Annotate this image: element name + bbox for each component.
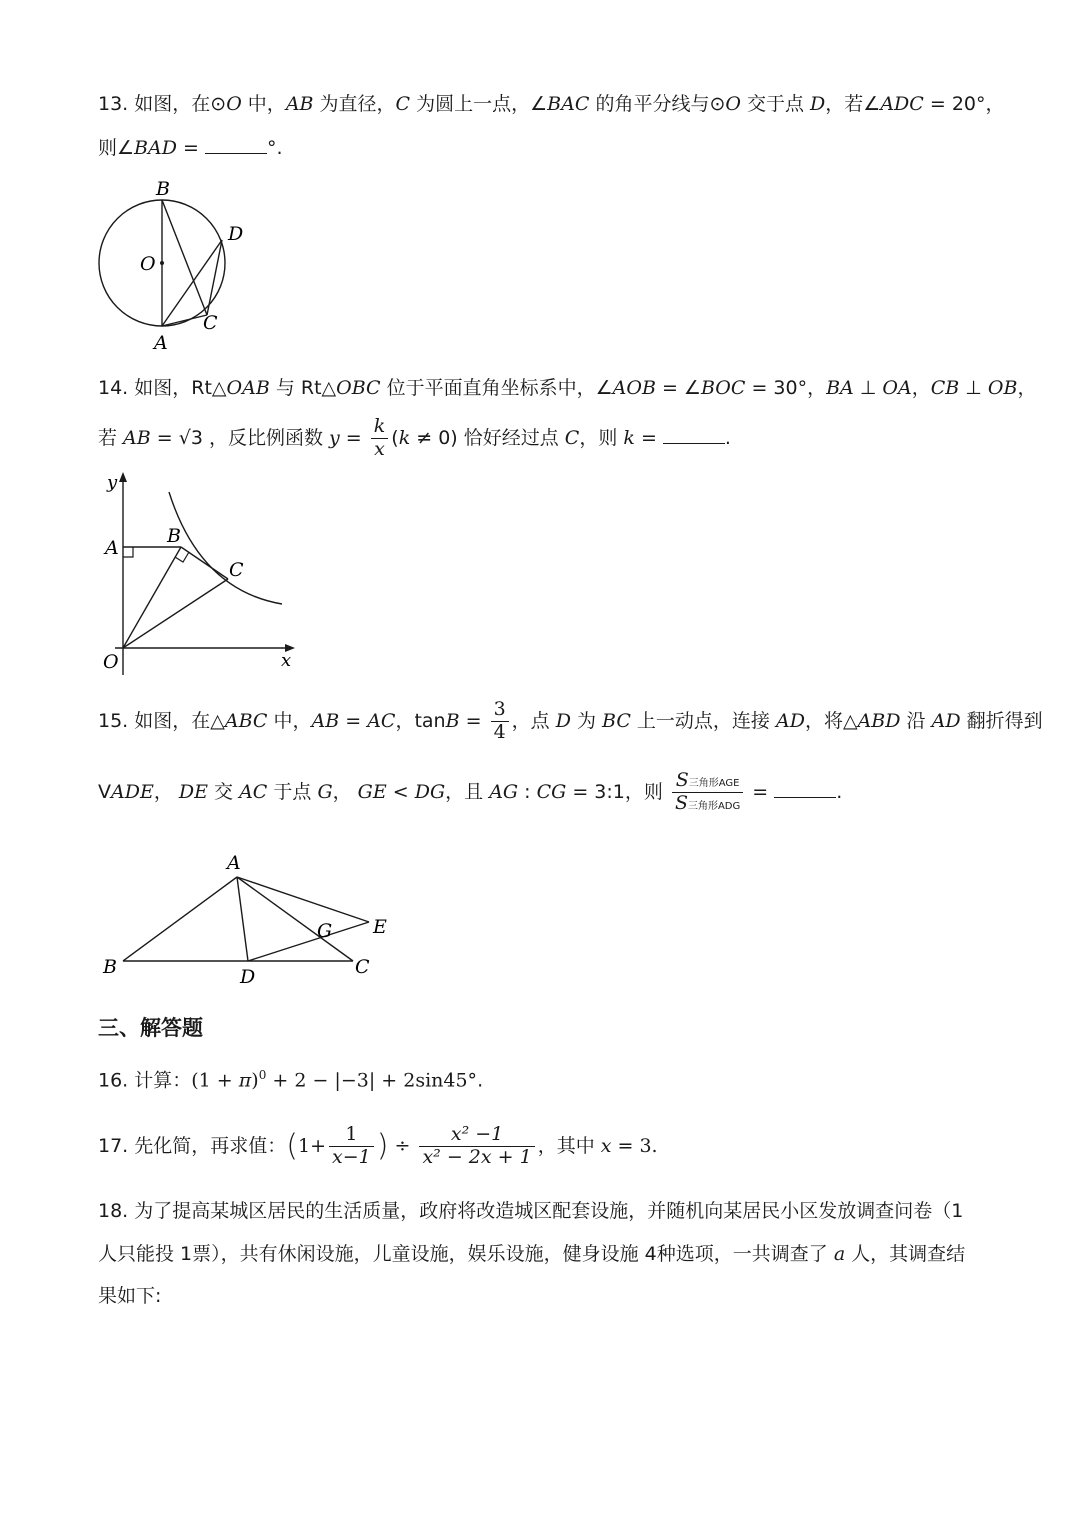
- fraction-k-over-x: $\frac{k}{x}$: [371, 416, 389, 461]
- q15-triangle-figure: [95, 845, 405, 990]
- q18-line3: 果如下:: [98, 1285, 162, 1307]
- area-ratio-fraction: $\frac{\text{S三角形AGE}}{\text{S三角形ADG}}$: [672, 770, 743, 815]
- label-A: A: [154, 332, 168, 354]
- label-C: C: [229, 559, 244, 581]
- q15-line2: VADE， DE 交 AC 于点 G， GE < DG，且 AG : CG = 3:1，则 $\frac{\text{S三角形AGE}}{\text{S三角形ADG}}$ = .: [98, 769, 843, 814]
- q14-line1: 14. 如图，Rt△OAB 与 Rt△OBC 位于平面直角坐标系中，∠AOB = ∠BOC = 30°，BA ⊥ OA，CB ⊥ OB，: [98, 377, 1037, 399]
- fraction-three-quarters: $\frac{3}{4}$: [491, 699, 509, 744]
- q14-coordinate-figure: [95, 470, 305, 680]
- q14-line2: 若 AB = √3 ，反比例函数 y = $\frac{k}{x}$ (k ≠ 0) 恰好经过点 C，则 k = .: [98, 415, 731, 460]
- label-A: A: [105, 537, 119, 559]
- q18-line2: 人只能投 1票），共有休闲设施，儿童设施，娱乐设施，健身设施 4种选项，一共调查了 a 人，其调查结: [98, 1243, 966, 1265]
- q16-line: 16. 计算：$(1 + \pi)^0 + 2 - |-3| + 2\sin 45^\circ$.: [98, 1068, 484, 1092]
- label-E: E: [373, 916, 387, 938]
- label-B: B: [103, 956, 117, 978]
- label-C: C: [355, 956, 370, 978]
- q13-circle-figure: [90, 175, 260, 355]
- section-heading: 三、解答题: [98, 1016, 203, 1040]
- fraction-polynomial: $\frac{\text{x² −1}}{\text{x² − 2x + 1}}$: [419, 1124, 534, 1169]
- label-D: D: [228, 223, 244, 245]
- q13-line2: 则∠BAD = °.: [98, 137, 283, 159]
- answer-blank: [663, 425, 725, 444]
- axis-x-label: x: [281, 650, 292, 671]
- label-B: B: [167, 525, 181, 547]
- answer-blank: [205, 135, 267, 154]
- answer-blank: [774, 779, 836, 798]
- label-C: C: [203, 312, 218, 334]
- label-D: D: [240, 966, 256, 988]
- q15-line1: 15. 如图，在△ABC 中，AB = AC，tanB = $\frac{3}{4}$ ，点 D 为 BC 上一动点，连接 AD，将△ABD 沿 AD 翻折得到: [98, 698, 1043, 743]
- label-O: O: [140, 253, 156, 275]
- label-A: A: [227, 852, 241, 874]
- label-O: O: [103, 651, 119, 673]
- axis-y-label: y: [107, 472, 118, 493]
- label-G: G: [317, 920, 333, 942]
- label-B: B: [156, 178, 170, 200]
- q18-line1: 18. 为了提高某城区居民的生活质量，政府将改造城区配套设施，并随机向某居民小区发放调查问卷（1: [98, 1200, 964, 1222]
- fraction-1-over-x-minus-1: $\frac{1}{x-1}$: [329, 1124, 374, 1169]
- q17-line: 17. 先化简，再求值：(1+ $\frac{1}{x-1}$ ) ÷ $\frac{\text{x² −1}}{\text{x² − 2x + 1}}$ ，其中 x = 3.: [98, 1123, 658, 1168]
- q13-line1: 13. 如图，在⊙O 中，AB 为直径，C 为圆上一点，∠BAC 的角平分线与⊙O 交于点 D，若∠ADC = 20°，: [98, 93, 1005, 115]
